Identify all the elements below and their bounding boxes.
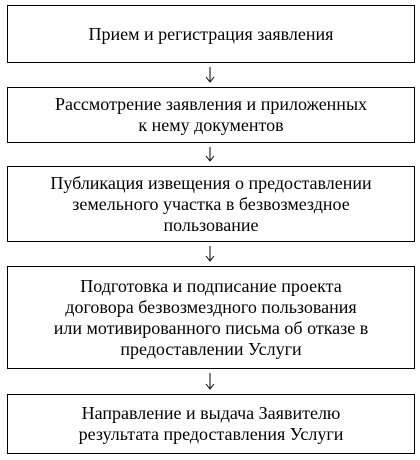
step-box-contract-preparation (7, 266, 415, 369)
down-arrow-icon (203, 244, 217, 264)
step-label: Подготовка и подписание проекта договора безвозмездного пользования или мотивированного письма об отказе в предоставлении Услуги (53, 275, 369, 359)
step-label: Публикация извещения о предоставлении земельного участка в безвозмездное пользование (50, 172, 372, 235)
down-arrow-icon (203, 65, 217, 85)
step-label: Рассмотрение заявления и приложенных к нему документов (54, 94, 368, 135)
down-arrow-icon (203, 371, 217, 392)
step-box-result-delivery (7, 394, 415, 454)
step-box-reception-registration (7, 5, 415, 63)
down-arrow-icon (203, 145, 217, 164)
step-box-publication-notice (7, 166, 415, 242)
step-label: Прием и регистрация заявления (88, 23, 334, 44)
step-label: Направление и выдача Заявителю результата предоставления Услуги (78, 403, 344, 444)
step-box-review-documents (7, 87, 415, 143)
